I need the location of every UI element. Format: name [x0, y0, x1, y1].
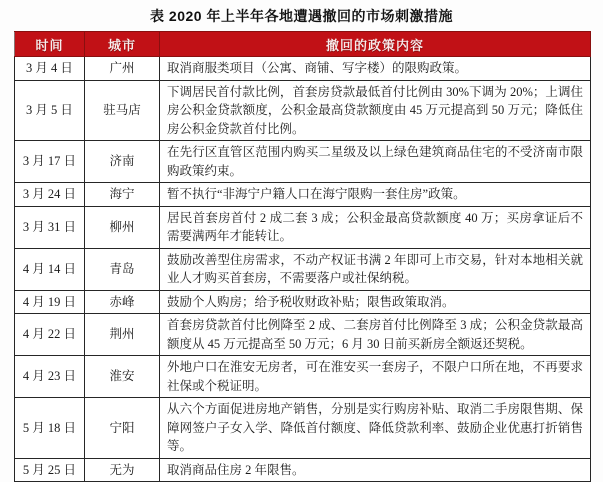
- table-title: 表 2020 年上半年各地遭遇撤回的市场刺激措施: [150, 8, 453, 24]
- column-header-policy: 撤回的政策内容: [160, 32, 591, 57]
- cell-city: 济南: [85, 141, 160, 183]
- cell-date: 4 月 23 日: [15, 356, 85, 398]
- cell-date: 3 月 5 日: [15, 80, 85, 141]
- cell-date: 3 月 4 日: [15, 57, 85, 81]
- cell-policy: 下调居民首付款比例，首套房贷款最低首付比例由 30%下调为 20%；上调住房公积金贷款额度，公积金最高贷款额度由 45 万元提高到 50 万元；降低住房公积金贷款首付比例。: [160, 80, 591, 141]
- cell-date: 4 月 14 日: [15, 248, 85, 290]
- cell-policy: 鼓励个人购房；给予税收财政补贴；限售政策取消。: [160, 290, 591, 314]
- table-row: [15, 356, 591, 398]
- cell-date: 3 月 17 日: [15, 141, 85, 183]
- cell-policy: 在先行区直管区范围内购买二星级及以上绿色建筑商品住宅的不受济南市限购政策约束。: [160, 141, 591, 183]
- cell-city: 宁阳: [85, 398, 160, 459]
- cell-city: 荆州: [85, 314, 160, 356]
- cell-date: 4 月 19 日: [15, 290, 85, 314]
- cell-policy: 外地户口在淮安无房者，可在淮安买一套房子，不限户口所在地，不再要求社保或个税证明。: [160, 356, 591, 398]
- cell-city: 海宁: [85, 183, 160, 207]
- cell-policy: 暂不执行“非海宁户籍人口在海宁限购一套住房”政策。: [160, 183, 591, 207]
- cell-policy: 居民首套房首付 2 成二套 3 成；公积金最高贷款额度 40 万；买房拿证后不需要满两年才能转让。: [160, 206, 591, 248]
- cell-date: 3 月 24 日: [15, 183, 85, 207]
- cell-date: 5 月 25 日: [15, 458, 85, 482]
- table-row: [15, 398, 591, 459]
- cell-city: 柳州: [85, 206, 160, 248]
- cell-policy: 取消商品住房 2 年限售。: [160, 458, 591, 482]
- table-row: [15, 141, 591, 183]
- table-row: [15, 80, 591, 141]
- cell-city: 驻马店: [85, 80, 160, 141]
- cell-city: 广州: [85, 57, 160, 81]
- cell-date: 3 月 31 日: [15, 206, 85, 248]
- cell-city: 无为: [85, 458, 160, 482]
- cell-date: 4 月 22 日: [15, 314, 85, 356]
- cell-policy: 首套房贷款首付比例降至 2 成、二套房首付比例降至 3 成；公积金贷款最高额度从 45 万元提高至 50 万元；6 月 30 日前买新房全额返还契税。: [160, 314, 591, 356]
- table-row: [15, 314, 591, 356]
- cell-policy: 鼓励改善型住房需求，不动产权证书满 2 年即可上市交易，针对本地相关就业人才购买首套房，不需要落户或社保纳税。: [160, 248, 591, 290]
- table-row: [15, 248, 591, 290]
- cell-policy: 取消商服类项目（公寓、商铺、写字楼）的限购政策。: [160, 57, 591, 81]
- header-row: [15, 32, 591, 57]
- table-row: [15, 57, 591, 81]
- column-header-city: 城市: [85, 32, 160, 57]
- table-row: [15, 458, 591, 482]
- table-row: [15, 290, 591, 314]
- column-header-date: 时间: [15, 32, 85, 57]
- cell-city: 青岛: [85, 248, 160, 290]
- policy-table: [14, 31, 591, 482]
- cell-city: 淮安: [85, 356, 160, 398]
- cell-city: 赤峰: [85, 290, 160, 314]
- table-row: [15, 206, 591, 248]
- cell-date: 5 月 18 日: [15, 398, 85, 459]
- cell-policy: 从六个方面促进房地产销售，分别是实行购房补贴、取消二手房限售期、保障网签户子女入学、降低首付额度、降低贷款利率、鼓励企业优惠打折销售等。: [160, 398, 591, 459]
- table-row: [15, 183, 591, 207]
